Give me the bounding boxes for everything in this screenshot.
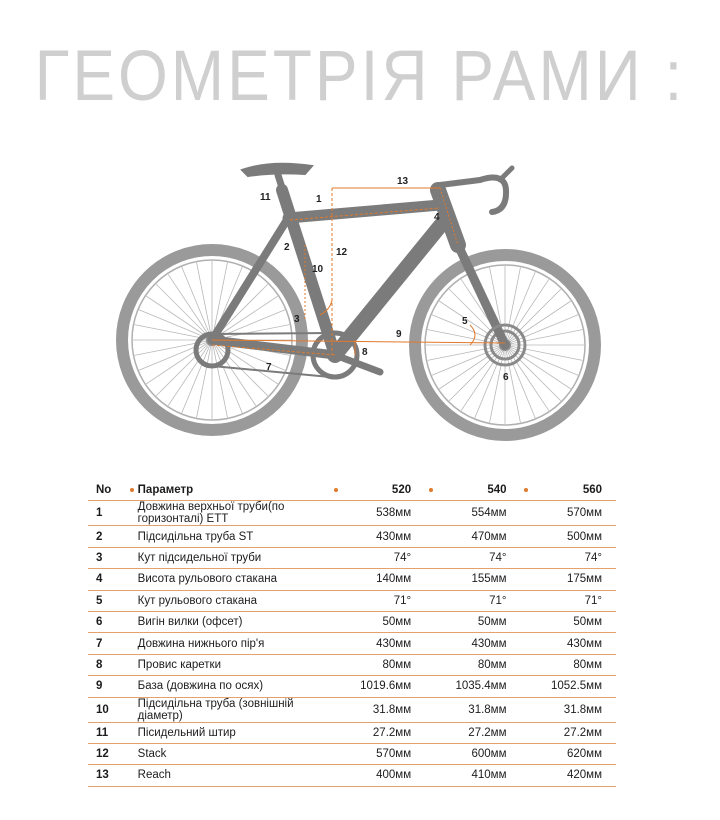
row-value-540: 155мм: [437, 569, 521, 590]
diagram-label-8: 8: [362, 347, 368, 358]
table-row: [88, 501, 616, 526]
row-value-520: 27.2мм: [341, 722, 425, 743]
row-spacer: [330, 569, 342, 590]
table-row: [88, 633, 616, 654]
row-no: 11: [88, 722, 126, 743]
row-no: 8: [88, 654, 126, 675]
row-no: 10: [88, 697, 126, 722]
page-title: ГЕОМЕТРІЯ РАМИ :: [34, 35, 686, 116]
row-spacer: [425, 676, 437, 697]
table-row: [88, 697, 616, 722]
row-value-560: 74°: [532, 547, 616, 568]
row-param: Провис каретки: [138, 654, 330, 675]
header-520: 520: [341, 480, 425, 501]
bullet-icon: [429, 488, 433, 492]
row-spacer: [425, 611, 437, 632]
row-value-540: 50мм: [437, 611, 521, 632]
table-row: [88, 765, 616, 786]
row-value-560: 175мм: [532, 569, 616, 590]
row-spacer: [126, 722, 138, 743]
row-spacer: [330, 547, 342, 568]
row-spacer: [521, 697, 533, 722]
row-value-540: 74°: [437, 547, 521, 568]
row-spacer: [521, 743, 533, 764]
row-spacer: [521, 569, 533, 590]
row-value-560: 620мм: [532, 743, 616, 764]
row-spacer: [330, 501, 342, 526]
row-spacer: [126, 501, 138, 526]
row-no: 5: [88, 590, 126, 611]
row-value-540: 80мм: [437, 654, 521, 675]
row-spacer: [126, 526, 138, 547]
row-no: 6: [88, 611, 126, 632]
row-spacer: [425, 526, 437, 547]
diagram-label-7: 7: [266, 362, 272, 373]
row-value-520: 31.8мм: [341, 697, 425, 722]
row-value-520: 538мм: [341, 501, 425, 526]
row-spacer: [126, 611, 138, 632]
row-no: 9: [88, 676, 126, 697]
row-spacer: [330, 590, 342, 611]
header-bullet: [521, 480, 533, 501]
row-value-560: 1052.5мм: [532, 676, 616, 697]
row-value-560: 71°: [532, 590, 616, 611]
row-spacer: [425, 590, 437, 611]
row-spacer: [330, 765, 342, 786]
header-bullet: [126, 480, 138, 501]
table-row: [88, 676, 616, 697]
row-param: Довжина верхньої труби(по горизонталі) ETT: [138, 501, 330, 526]
header-no: No: [88, 480, 126, 501]
row-spacer: [425, 722, 437, 743]
diagram-label-12: 12: [336, 247, 348, 258]
row-value-560: 570мм: [532, 501, 616, 526]
bullet-icon: [130, 488, 134, 492]
row-spacer: [425, 654, 437, 675]
row-param: Підсидільна труба ST: [138, 526, 330, 547]
row-spacer: [330, 722, 342, 743]
table-header-row: [88, 480, 616, 501]
row-spacer: [425, 697, 437, 722]
row-value-540: 31.8мм: [437, 697, 521, 722]
row-value-540: 554мм: [437, 501, 521, 526]
row-spacer: [425, 765, 437, 786]
row-spacer: [521, 654, 533, 675]
row-value-540: 1035.4мм: [437, 676, 521, 697]
row-param: Пісидельний штир: [138, 722, 330, 743]
header-540: 540: [437, 480, 521, 501]
table-row: [88, 547, 616, 568]
row-param: База (довжина по осях): [138, 676, 330, 697]
row-no: 12: [88, 743, 126, 764]
row-value-560: 430мм: [532, 633, 616, 654]
row-spacer: [521, 501, 533, 526]
spoke: [449, 345, 505, 401]
spoke: [505, 289, 561, 345]
spoke: [156, 284, 212, 340]
row-spacer: [425, 743, 437, 764]
header-param: Параметр: [138, 480, 330, 501]
row-value-540: 410мм: [437, 765, 521, 786]
table-row: [88, 569, 616, 590]
row-spacer: [126, 590, 138, 611]
row-spacer: [521, 722, 533, 743]
row-no: 2: [88, 526, 126, 547]
row-spacer: [330, 697, 342, 722]
row-spacer: [425, 547, 437, 568]
bullet-icon: [524, 488, 528, 492]
header-bullet: [425, 480, 437, 501]
diagram-label-9: 9: [396, 329, 402, 340]
row-spacer: [521, 676, 533, 697]
table-row: [88, 743, 616, 764]
bike-geometry-diagram: [0, 150, 720, 460]
row-spacer: [521, 633, 533, 654]
row-param: Reach: [138, 765, 330, 786]
row-spacer: [126, 743, 138, 764]
row-param: Висота рульового стакана: [138, 569, 330, 590]
row-spacer: [126, 654, 138, 675]
row-param: Stack: [138, 743, 330, 764]
row-value-560: 27.2мм: [532, 722, 616, 743]
row-value-520: 400мм: [341, 765, 425, 786]
diagram-label-10: 10: [312, 264, 324, 275]
table-row: [88, 526, 616, 547]
row-spacer: [126, 569, 138, 590]
row-value-520: 140мм: [341, 569, 425, 590]
row-no: 13: [88, 765, 126, 786]
row-spacer: [425, 569, 437, 590]
row-value-520: 71°: [341, 590, 425, 611]
row-spacer: [425, 501, 437, 526]
row-value-520: 570мм: [341, 743, 425, 764]
row-no: 3: [88, 547, 126, 568]
row-param: Підсидільна труба (зовнішній діаметр): [138, 697, 330, 722]
row-spacer: [330, 633, 342, 654]
row-spacer: [330, 654, 342, 675]
row-spacer: [126, 547, 138, 568]
row-value-560: 31.8мм: [532, 697, 616, 722]
spoke: [156, 340, 212, 396]
row-value-540: 600мм: [437, 743, 521, 764]
row-spacer: [330, 611, 342, 632]
header-bullet: [330, 480, 342, 501]
diagram-label-5: 5: [462, 316, 468, 327]
row-spacer: [521, 590, 533, 611]
row-value-540: 470мм: [437, 526, 521, 547]
row-param: Кут рульового стакана: [138, 590, 330, 611]
table-row: [88, 611, 616, 632]
row-spacer: [521, 611, 533, 632]
row-value-520: 1019.6мм: [341, 676, 425, 697]
row-no: 1: [88, 501, 126, 526]
row-value-540: 27.2мм: [437, 722, 521, 743]
geometry-table: [88, 480, 616, 787]
bullet-icon: [334, 488, 338, 492]
row-value-520: 50мм: [341, 611, 425, 632]
row-spacer: [126, 697, 138, 722]
row-spacer: [126, 676, 138, 697]
row-value-560: 500мм: [532, 526, 616, 547]
table-row: [88, 590, 616, 611]
row-spacer: [330, 676, 342, 697]
row-param: Довжина нижнього пір'я: [138, 633, 330, 654]
table-row: [88, 654, 616, 675]
row-value-520: 80мм: [341, 654, 425, 675]
diagram-label-2: 2: [284, 242, 290, 253]
table-row: [88, 722, 616, 743]
row-value-540: 430мм: [437, 633, 521, 654]
row-value-520: 74°: [341, 547, 425, 568]
row-spacer: [126, 765, 138, 786]
row-param: Вигін вилки (офсет): [138, 611, 330, 632]
row-spacer: [521, 765, 533, 786]
diagram-label-3: 3: [294, 314, 300, 325]
row-spacer: [126, 633, 138, 654]
spoke: [505, 345, 561, 401]
diagram-label-11: 11: [260, 192, 271, 203]
row-value-560: 50мм: [532, 611, 616, 632]
row-no: 7: [88, 633, 126, 654]
row-value-560: 420мм: [532, 765, 616, 786]
row-value-540: 71°: [437, 590, 521, 611]
row-spacer: [521, 526, 533, 547]
header-560: 560: [532, 480, 616, 501]
diagram-label-1: 1: [316, 194, 322, 205]
row-spacer: [330, 526, 342, 547]
diagram-label-6: 6: [503, 372, 509, 383]
row-spacer: [330, 743, 342, 764]
diagram-label-13: 13: [397, 176, 409, 187]
row-param: Кут підсидельної труби: [138, 547, 330, 568]
row-value-560: 80мм: [532, 654, 616, 675]
row-value-520: 430мм: [341, 526, 425, 547]
row-no: 4: [88, 569, 126, 590]
row-spacer: [425, 633, 437, 654]
row-value-520: 430мм: [341, 633, 425, 654]
row-spacer: [521, 547, 533, 568]
diagram-label-4: 4: [434, 212, 440, 223]
